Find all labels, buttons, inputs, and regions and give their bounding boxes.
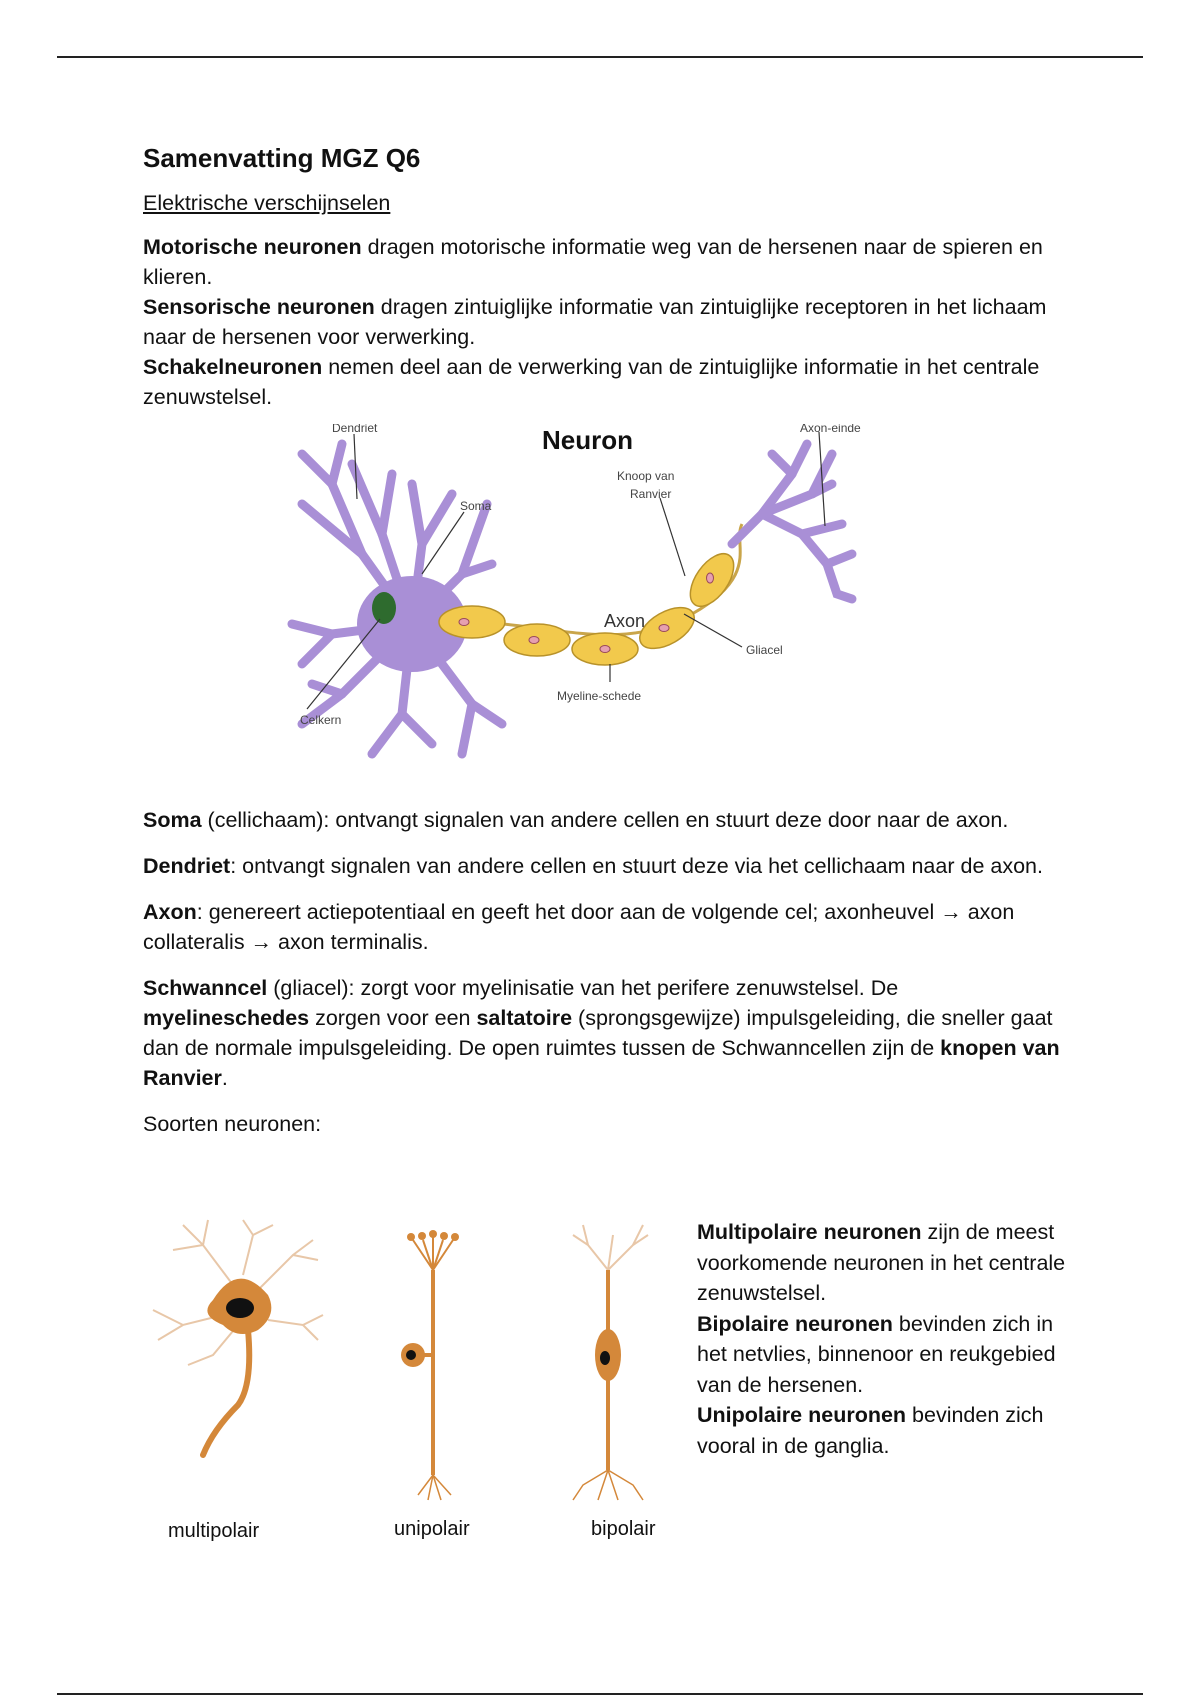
term-unipolaire: Unipolaire neuronen: [697, 1403, 907, 1427]
text-unipolaire: bevinden zich vooral in de ganglia.: [697, 1403, 1044, 1458]
text-axon: : genereert actiepotentiaal en geeft het door aan de volgende cel; axonheuvel → axon collateralis → axon terminalis.: [143, 900, 1015, 954]
term-schwanncel: Schwanncel: [143, 976, 268, 1000]
label-axon-einde: Axon-einde: [800, 424, 861, 435]
text-dendriet: : ontvangt signalen van andere cellen en stuurt deze via het cellichaam naar de axon.: [230, 854, 1043, 878]
intro-sensorische: [143, 292, 1063, 352]
desc-multipolair: [697, 1217, 1067, 1309]
def-soma: [143, 805, 1063, 835]
text-sensorische: dragen zintuiglijke informatie van zintuiglijke receptoren in het lichaam naar de hersenen voor verwerking.: [143, 295, 1047, 349]
term-soma: Soma: [143, 808, 202, 832]
text-schwann-3: (sprongsgewijze) impulsgeleiding, die sneller gaat dan de normale impulsgeleiding. De open ruimtes tussen de Schwanncellen zijn de: [143, 1006, 1053, 1060]
text-schwann-1: (gliacel): zorgt voor myelinisatie van het perifere zenuwstelsel. De: [267, 976, 899, 1000]
text-schwann-2: zorgen voor een: [309, 1006, 477, 1030]
axon-terminals: [732, 444, 852, 599]
label-soma: Soma: [460, 499, 492, 513]
text-schwann-4: .: [221, 1066, 228, 1090]
label-ranvier: Ranvier: [630, 487, 672, 501]
def-axon: [143, 897, 1063, 957]
label-bipolair: bipolair: [591, 1518, 656, 1540]
top-rule: [57, 56, 1143, 58]
term-multipolaire: Multipolaire neuronen: [697, 1220, 922, 1244]
term-dendriet: Dendriet: [143, 854, 231, 878]
desc-bipolair: [697, 1309, 1067, 1401]
label-unipolair: unipolair: [394, 1518, 470, 1540]
types-heading: Soorten neuronen:: [143, 1112, 322, 1136]
term-motorische: Motorische neuronen: [143, 235, 362, 259]
label-gliacel: Gliacel: [746, 643, 783, 657]
def-schwanncel: [143, 973, 1063, 1093]
intro-schakel: [143, 352, 1063, 412]
section-subtitle: Elektrische verschijnselen: [143, 191, 391, 215]
label-multipolair: multipolair: [168, 1520, 260, 1542]
leader-lines: [307, 432, 825, 709]
label-axon: Axon: [604, 611, 646, 631]
document-body: [143, 140, 1063, 412]
neuron-diagram: [272, 424, 932, 794]
label-myeline-schede: Myeline-schede: [557, 689, 642, 703]
label-knoop: Knoop van: [617, 469, 675, 483]
text-multipolaire: zijn de meest voorkomende neuronen in het centrale zenuwstelsel.: [697, 1220, 1066, 1305]
definitions-section: [143, 805, 1063, 1139]
neuron-title: Neuron: [542, 425, 633, 455]
label-dendriet: Dendriet: [332, 424, 378, 435]
bottom-rule: [57, 1693, 1143, 1695]
def-dendriet: [143, 851, 1063, 881]
page-title: Samenvatting MGZ Q6: [143, 143, 421, 173]
text-schakel: nemen deel aan de verwerking van de zintuiglijke informatie in het centrale zenuwstelsel.: [143, 355, 1040, 409]
term-saltatoire: saltatoire: [476, 1006, 573, 1030]
nucleus-green: [372, 592, 396, 624]
term-axon: Axon: [143, 900, 197, 924]
term-schakel: Schakelneuronen: [143, 355, 323, 379]
term-sensorische: Sensorische neuronen: [143, 295, 375, 319]
bipolar-neuron: [573, 1225, 648, 1500]
intro-motorische: [143, 232, 1063, 292]
text-soma: (cellichaam): ontvangt signalen van andere cellen en stuurt deze door naar de axon.: [201, 808, 1009, 832]
term-bipolaire: Bipolaire neuronen: [697, 1311, 893, 1336]
desc-unipolair: [697, 1400, 1067, 1461]
label-celkern: Celkern: [300, 713, 342, 727]
term-myelineschedes: myelineschedes: [143, 1006, 310, 1030]
text-motorische: dragen motorische informatie weg van de hersenen naar de spieren en klieren.: [143, 235, 1043, 289]
unipolar-neuron: [401, 1230, 459, 1500]
neuron-types-diagram: [143, 1215, 683, 1555]
multipolar-neuron: [153, 1220, 323, 1455]
neuron-types-description: [697, 1217, 1067, 1461]
text-bipolaire: bevinden zich in het netvlies, binnenoor en reukgebied van de hersenen.: [697, 1311, 1056, 1397]
term-knopen-van-ranvier: knopen van Ranvier: [143, 1036, 1060, 1090]
